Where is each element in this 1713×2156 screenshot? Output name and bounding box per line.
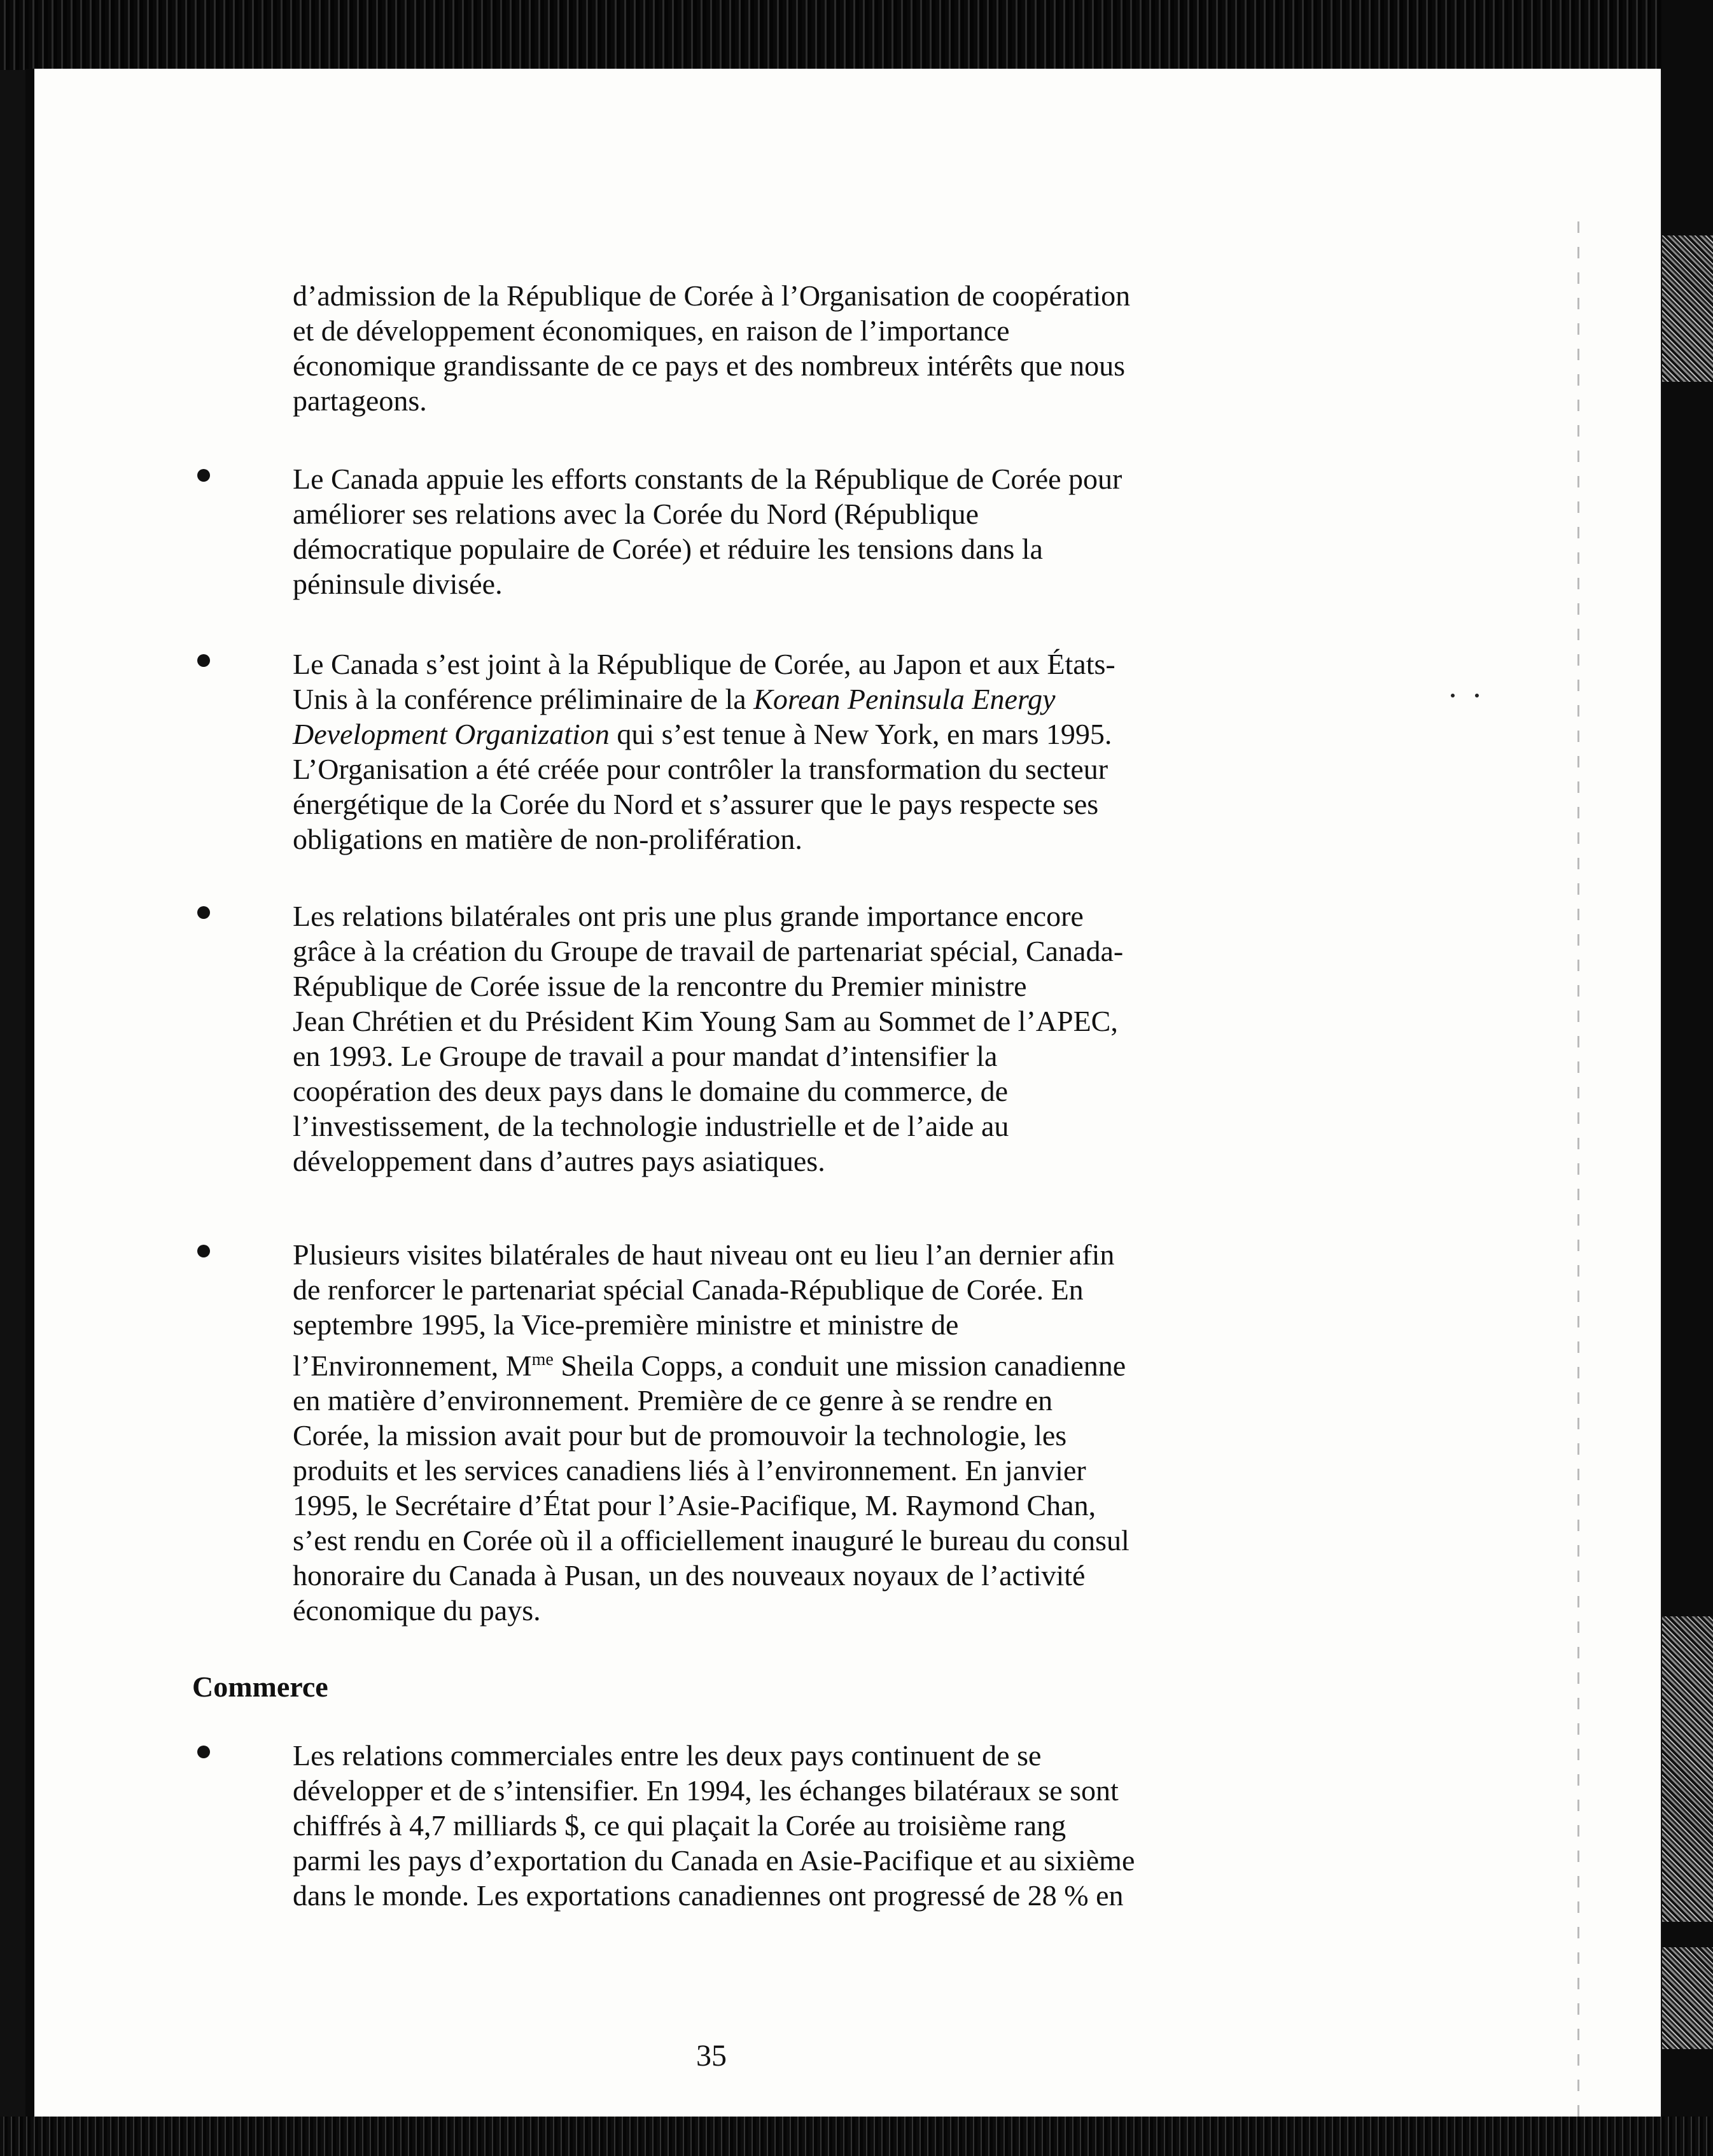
paragraph-visits-text: Plusieurs visites bilatérales de haut niveau ont eu lieu l’an dernier afin de renforcer le partenariat spécial Canada-République de Corée. En septembre 1995, la Vice-première ministre et ministre de l’Environnement, M: [293, 1238, 1115, 1382]
scan-noise-block: [1662, 1616, 1713, 1922]
bullet-marker: [197, 906, 210, 919]
superscript-me: me: [531, 1350, 554, 1369]
scan-speck: [1451, 694, 1455, 697]
paragraph-kedo-text: Le Canada s’est joint à la République de Corée, au Japon et aux États- Unis à la conférence préliminaire de la: [293, 648, 1115, 715]
bullet-marker: [197, 1245, 210, 1257]
organization-name-italic: Korean Peninsula Energy Development Organization: [293, 683, 1056, 750]
scan-top-border: [0, 0, 1713, 70]
page-number: 35: [696, 2039, 727, 2073]
scan-speck: [1475, 694, 1479, 697]
scan-bottom-border: [0, 2117, 1713, 2156]
bullet-marker: [197, 1746, 210, 1758]
paragraph-kedo: [293, 647, 1260, 857]
bullet-marker: [197, 469, 210, 482]
scan-noise-block: [1662, 235, 1713, 382]
paragraph-working-group: Les relations bilatérales ont pris une plus grande importance encore grâce à la création du Groupe de travail de partenariat spécial, Canada- République de Corée issue de la rencontre du Premier ministre Jean Chrétien et du Président Kim Young Sam au Sommet de l’APEC, en 1993. Le Groupe de travail a pour mandat d’intensifier la coopération des deux pays dans le domaine du commerce, de l’investissement, de la technologie industrielle et de l’aide au développement dans d’autres pays asiatiques.: [293, 900, 1124, 1177]
paragraph-visits-text-cont: Sheila Copps, a conduit une mission canadienne en matière d’environnement. Première de ce genre à se rendre en Corée, la mission avait pour but de promouvoir la technologie, les produits et les services canadiens liés à l’environnement. En janvier 1995, le Secrétaire d’État pour l’Asie-Pacifique, M. Raymond Chan, s’est rendu en Corée où il a officiellement inauguré le bureau du consul honoraire du Canada à Pusan, un des nouveaux noyaux de l’activité économique du pays.: [293, 1349, 1129, 1627]
scan-noise-block: [1662, 1947, 1713, 2049]
paragraph-commerce: Les relations commerciales entre les deux pays continuent de se développer et de s’intensifier. En 1994, les échanges bilatéraux se sont chiffrés à 4,7 milliards $, ce qui plaçait la Corée au troisième rang parmi les pays d’exportation du Canada en Asie-Pacifique et au sixième dans le monde. Les exportations canadiennes ont progressé de 28 % en: [293, 1739, 1135, 1912]
paragraph-korea-relations: Le Canada appuie les efforts constants de la République de Corée pour améliorer ses relations avec la Corée du Nord (République démocratique populaire de Corée) et réduire les tensions dans la péninsule divisée.: [293, 463, 1122, 600]
binding-shadow: [1577, 221, 1579, 2131]
paragraph-bilateral-visits: [293, 1237, 1260, 1628]
bullet-marker: [197, 654, 210, 667]
section-heading-commerce: Commerce: [192, 1670, 328, 1703]
paragraph-continuation: d’admission de la République de Corée à l’Organisation de coopération et de développement économiques, en raison de l’importance économique grandissante de ce pays et des nombreux intérêts que nous partageons.: [293, 279, 1131, 417]
paragraph-kedo-text-cont: qui s’est tenue à New York, en mars 1995. L’Organisation a été créée pour contrôler la transformation du secteur énergétique de la Corée du Nord et s’assurer que le pays respecte ses obligations en matière de non-prolifération.: [293, 718, 1112, 855]
